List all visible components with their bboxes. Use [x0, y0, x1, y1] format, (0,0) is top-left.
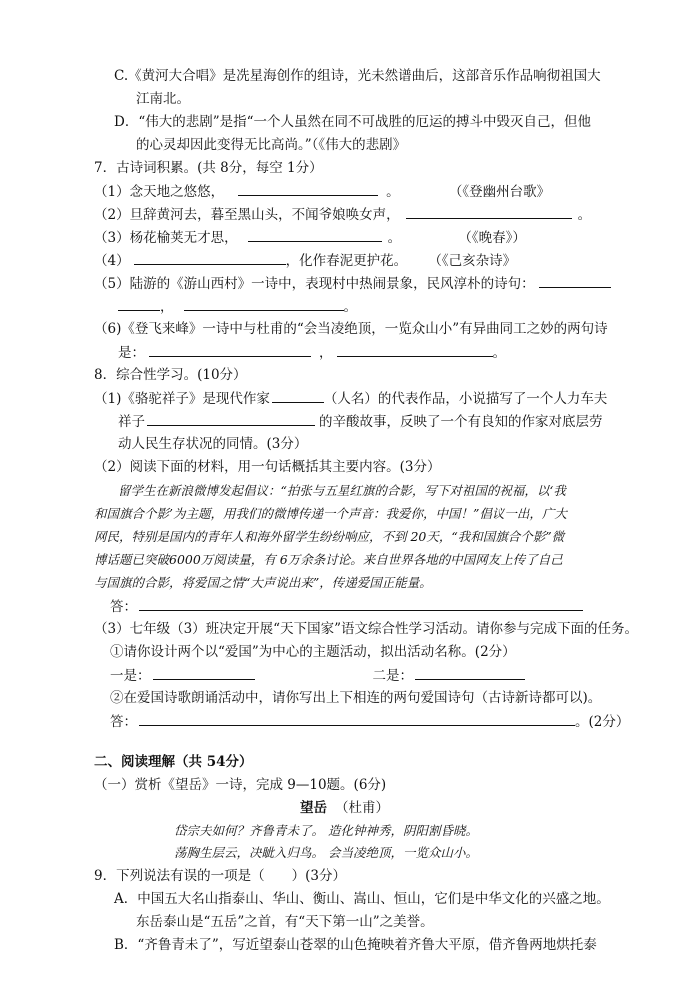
- q7-1-punct: 。: [386, 184, 400, 200]
- poem-line-1: 岱宗夫如何？齐鲁青未了。 造化钟神秀，阴阳割昏晓。: [174, 823, 478, 838]
- question-7-item-5-cont: [118, 296, 357, 317]
- section-2-heading: 二、阅读理解（共 54分）: [94, 754, 253, 770]
- answer-blank[interactable]: [134, 250, 286, 265]
- question-9-option-b-line1: B．“齐鲁青未了”，写近望泰山苍翠的山色掩映着齐鲁大平原，借齐鲁两地烘托泰: [114, 937, 597, 953]
- question-8-item-2: （2）阅读下面的材料，用一句话概括其主要内容。(3分）: [94, 459, 441, 475]
- q7-5-text: （5）陆游的《游山西村》一诗中，表现村中热闹景象，民风淳朴的诗句：: [94, 276, 535, 292]
- question-7-item-4: [94, 250, 516, 271]
- answer-blank[interactable]: [139, 711, 575, 726]
- question-9-option-a-line2: 东岳泰山是“五岳”之首，有“天下第一山”之美誉。: [136, 914, 434, 930]
- question-8-item-1-end: 动人民生存状况的同情。(3分）: [118, 436, 308, 452]
- material-line-1: 留学生在新浪微博发起倡议：“拍张与五星红旗的合影，写下对祖国的祝福，以‘我: [118, 483, 566, 498]
- option-d-line1: D．“伟大的悲剧”是指“一个人虽然在同不可战胜的厄运的搏斗中毁灭自己，但他: [114, 114, 592, 130]
- material-line-3: 网民，特别是国内的青年人和海外留学生纷纷响应，不到 20天，“我和国旗合个影”微: [94, 529, 565, 544]
- q7-3-source: （《晚春》）: [465, 230, 526, 246]
- q7-6-comma: ，: [319, 345, 333, 361]
- question-8-item-1: [94, 388, 607, 409]
- answer-blank[interactable]: [406, 204, 572, 219]
- question-8-heading: 8．综合性学习。(10分）: [94, 367, 247, 383]
- q7-5-comma: ，: [160, 299, 174, 315]
- question-8-item-3b: [110, 665, 525, 686]
- q7-6-label: 是：: [118, 345, 145, 361]
- option-c-line2: 江南北。: [136, 91, 190, 107]
- score-note: 。(2分）: [575, 714, 630, 730]
- answer-blank[interactable]: [184, 296, 344, 311]
- question-8-item-3d: [110, 711, 629, 732]
- q8-1-text: （1)《骆驼祥子》是现代作家: [94, 391, 270, 407]
- answer-label: 答：: [110, 714, 137, 730]
- question-7-heading: 7．古诗词积累。(共 8分，每空 1分）: [94, 160, 323, 176]
- question-7-item-1: [94, 181, 550, 202]
- answer-label: 答：: [110, 599, 137, 615]
- q7-3-text: （3）杨花榆荚无才思，: [94, 230, 238, 246]
- answer-blank[interactable]: [147, 411, 315, 426]
- material-line-5: 与国旗的合影，将爱国之情“大声说出来”，传递爱国正能量。: [94, 575, 432, 590]
- answer-blank[interactable]: [238, 181, 378, 196]
- answer-blank[interactable]: [539, 273, 611, 288]
- answer-blank[interactable]: [337, 342, 493, 357]
- q7-3-punct: 。: [387, 230, 402, 246]
- question-8-item-3a: ①请你设计两个以“爱国”为中心的主题活动，拟出活动名称。(2分）: [110, 644, 516, 660]
- answer-blank[interactable]: [248, 227, 382, 242]
- answer-blank[interactable]: [415, 665, 525, 680]
- question-8-item-3c: ②在爱国诗歌朗诵活动中，请你写出上下相连的两句爱国诗句（古诗新诗都可以)。: [110, 690, 602, 706]
- q7-1-source: （《登幽州台歌》: [455, 184, 551, 200]
- poem-title-line: [300, 798, 389, 818]
- poem-author: （杜甫）: [335, 800, 389, 816]
- q7-4-source: （《己亥杂诗》: [435, 253, 517, 269]
- q7-2-text: （2）旦辞黄河去，暮至黑山头，不闻爷娘唤女声，: [94, 207, 400, 223]
- q8-1-text4: 的辛酸故事，反映了一个有良知的作家对底层劳: [319, 414, 603, 430]
- question-7-item-3: [94, 227, 526, 248]
- q7-5-punct: 。: [343, 299, 357, 315]
- q7-2-punct: 。: [577, 207, 592, 223]
- answer-blank[interactable]: [139, 596, 583, 611]
- q7-4-num: （4）: [94, 253, 130, 269]
- question-8-item-1-cont: [118, 411, 603, 432]
- question-9-option-a-line1: A．中国五大名山指泰山、华山、衡山、嵩山、恒山，它们是中华文化的兴盛之地。: [114, 891, 610, 907]
- q8-1-text3: 祥子: [118, 414, 145, 430]
- question-8-item-3: （3）七年级（3）班决定开展“天下国家”语文综合性学习活动。请你参与完成下面的任务。: [94, 621, 638, 637]
- material-line-4: 博话题已突破6000万阅读量，有 6万余条讨论。来自世界各地的中国网友上传了自己: [94, 552, 563, 567]
- question-7-item-5: [94, 273, 611, 294]
- option-d-line2: 的心灵却因此变得无比高尚。”（《伟大的悲剧》: [136, 137, 407, 153]
- option-c-line1: C.《黄河大合唱》是冼星海创作的组诗，光未然谱曲后，这部音乐作品响彻祖国大: [114, 68, 601, 84]
- question-9-heading: 9．下列说法有误的一项是（ ）(3分）: [94, 868, 346, 884]
- subsection-1-heading: （一）赏析《望岳》一诗，完成 9—10题。(6分): [94, 777, 387, 793]
- q8-1-text2: （人名）的代表作品，小说描写了一个人力车夫: [323, 391, 608, 407]
- poem-title: 望岳: [300, 800, 327, 816]
- answer-blank[interactable]: [149, 342, 311, 357]
- answer-blank[interactable]: [272, 388, 324, 403]
- question-7-item-6: （6)《登飞来峰》一诗中与杜甫的“会当凌绝顶，一览众山小”有异曲同工之妙的两句诗: [94, 321, 608, 337]
- q7-1-text: （1）念天地之悠悠，: [94, 184, 225, 200]
- question-7-item-2: [94, 204, 591, 225]
- answer-blank[interactable]: [153, 665, 255, 680]
- material-line-2: 和国旗合个影’为主题，用我们的微博传递一个声音：我爱你，中国！”倡议一出，广大: [94, 506, 567, 521]
- answer-line-8-2: [110, 596, 583, 617]
- poem-line-2: 荡胸生层云，决眦入归鸟。 会当凌绝顶，一览众山小。: [174, 845, 478, 860]
- q7-4-text: ，化作春泥更护花。: [285, 253, 408, 269]
- activity-2-label: 二是：: [372, 668, 413, 684]
- question-7-item-6-cont: [118, 342, 506, 363]
- answer-blank[interactable]: [118, 296, 160, 311]
- activity-1-label: 一是：: [110, 668, 151, 684]
- q7-6-punct: 。: [492, 345, 506, 361]
